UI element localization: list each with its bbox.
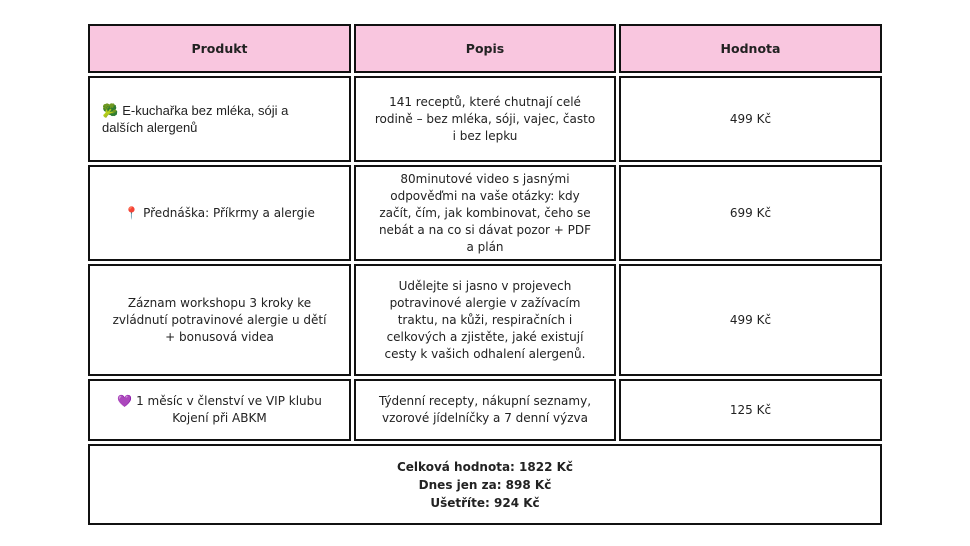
row-4-value: 125 Kč [619,379,882,441]
row-4-product-text: 💜 1 měsíc v členství ve VIP klubu Kojení při ABKM [117,394,322,425]
row-1-value: 499 Kč [619,76,882,162]
header-value [619,24,882,73]
summary-savings: Ušetříte: 924 Kč [430,495,540,510]
summary-box [88,444,882,525]
pin-icon: 📍 [124,205,140,220]
row-4-description: Týdenní recepty, nákupní seznamy, vzorové jídelníčky a 7 denní výzva [354,379,616,441]
row-4-product [88,379,351,441]
row-2-product [88,165,351,261]
header-description-label: Popis [465,41,505,56]
header-product-label: Produkt [191,41,248,56]
row-3-description: Udělejte si jasno v projevech potravinové alergie v zažívacím traktu, na kůži, respiračních i celkových a zjistěte, jaké existují cesty k vašich odhalení alergenů. [354,264,616,376]
summary-today: Dnes jen za: 898 Kč [418,477,552,492]
row-1-product [88,76,351,162]
row-2-description: 80minutové video s jasnými odpověďmi na vaše otázky: kdy začít, čím, jak kombinovat, čeho se nebát a na co si dávat pozor + PDF a plán [354,165,616,261]
header-description [354,24,616,73]
header-value-label: Hodnota [720,41,781,56]
row-1-description: 141 receptů, které chutnají celé rodině – bez mléka, sóji, vajec, často i bez lepku [354,76,616,162]
row-3-value: 499 Kč [619,264,882,376]
row-2-product-text: 📍 Přednáška: Příkrmy a alergie [124,205,315,220]
row-2-value: 699 Kč [619,165,882,261]
broccoli-icon: 🥦 [102,103,119,118]
row-1-product-text: 🥦 E-kuchařka bez mléka, sóji a dalších alergenů [102,103,289,135]
header-product [88,24,351,73]
row-3-product: Záznam workshopu 3 kroky ke zvládnutí potravinové alergie u dětí + bonusová videa [88,264,351,376]
purple-heart-icon: 💜 [117,394,133,408]
summary-total: Celková hodnota: 1822 Kč [396,459,574,474]
